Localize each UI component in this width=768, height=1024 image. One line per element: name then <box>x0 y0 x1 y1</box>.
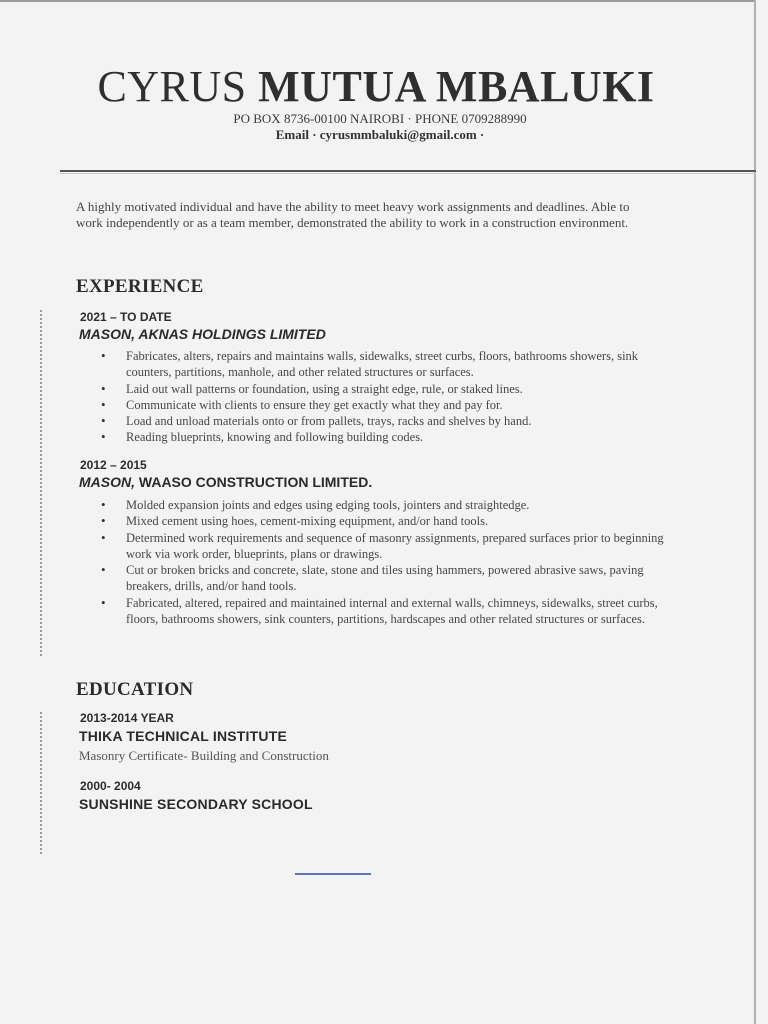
list-item: • Mixed cement using hoes, cement-mixing equipment, and/or hand tools. <box>98 513 686 529</box>
experience-margin-dots <box>40 310 42 656</box>
education-2-school: SUNSHINE SECONDARY SCHOOL <box>79 796 313 812</box>
education-heading: EDUCATION <box>76 679 194 700</box>
job-1-dates: 2021 – TO DATE <box>80 310 172 324</box>
candidate-name <box>0 62 752 112</box>
education-margin-dots <box>40 712 42 854</box>
job-1-role <box>79 326 326 342</box>
experience-heading: EXPERIENCE <box>76 276 204 297</box>
list-item: • Communicate with clients to ensure they get exactly what they and pay for. <box>98 397 686 413</box>
header-divider-shadow <box>60 173 756 174</box>
list-item: • Laid out wall patterns or foundation, using a straight edge, rule, or staked lines. <box>98 381 686 397</box>
job-2-role <box>79 474 372 490</box>
list-item: • Fabricates, alters, repairs and maintains walls, sidewalks, street curbs, floors, bathrooms showers, sink counters, partitions, manhole, and other related structures or surfaces. <box>98 348 686 381</box>
first-name: CYRUS <box>97 62 247 111</box>
list-item: • Reading blueprints, knowing and following building codes. <box>98 429 686 445</box>
scan-mark <box>295 873 371 875</box>
page-right-border <box>754 0 756 1024</box>
job-2-dates: 2012 – 2015 <box>80 458 147 472</box>
job-2-company: WAASO CONSTRUCTION LIMITED. <box>138 474 373 490</box>
list-item: • Cut or broken bricks and concrete, slate, stone and tiles using hammers, powered abrasive saws, paving breakers, drills, and/or hand tools. <box>98 562 686 595</box>
education-1-school: THIKA TECHNICAL INSTITUTE <box>79 728 287 744</box>
list-item: • Determined work requirements and sequence of masonry assignments, prepared surfaces prior to beginning work via work order, blueprints, plans or drawings. <box>98 530 686 563</box>
job-1-role-text: MASON, AKNAS HOLDINGS LIMITED <box>79 326 326 342</box>
job-2-role-title: MASON, <box>79 474 135 490</box>
job-1-duties <box>98 348 686 446</box>
education-2-dates: 2000- 2004 <box>80 779 141 793</box>
contact-line: PO BOX 8736-00100 NAIROBI · PHONE 0709288990 <box>233 111 527 126</box>
email-line: Email · cyrusmmbaluki@gmail.com · <box>275 127 485 142</box>
last-name: MUTUA MBALUKI <box>258 62 655 111</box>
list-item: • Molded expansion joints and edges using edging tools, jointers and straightedge. <box>98 497 686 513</box>
list-item: • Load and unload materials onto or from pallets, trays, racks and shelves by hand. <box>98 413 686 429</box>
education-1-dates: 2013-2014 YEAR <box>80 711 174 725</box>
job-2-duties <box>98 497 686 627</box>
education-1-degree: Masonry Certificate- Building and Construction <box>79 748 329 763</box>
page-top-border <box>0 0 756 2</box>
list-item: • Fabricated, altered, repaired and maintained internal and external walls, chimneys, sidewalks, street curbs, floors, bathrooms showers, sink counters, partitions, hardscapes and other related structures or surfaces. <box>98 595 686 628</box>
header-divider <box>60 170 756 172</box>
profile-summary: A highly motivated individual and have the ability to meet heavy work assignments and deadlines. Able to work independently or as a team member, demonstrated the ability to work in a construction environment. <box>76 199 630 230</box>
